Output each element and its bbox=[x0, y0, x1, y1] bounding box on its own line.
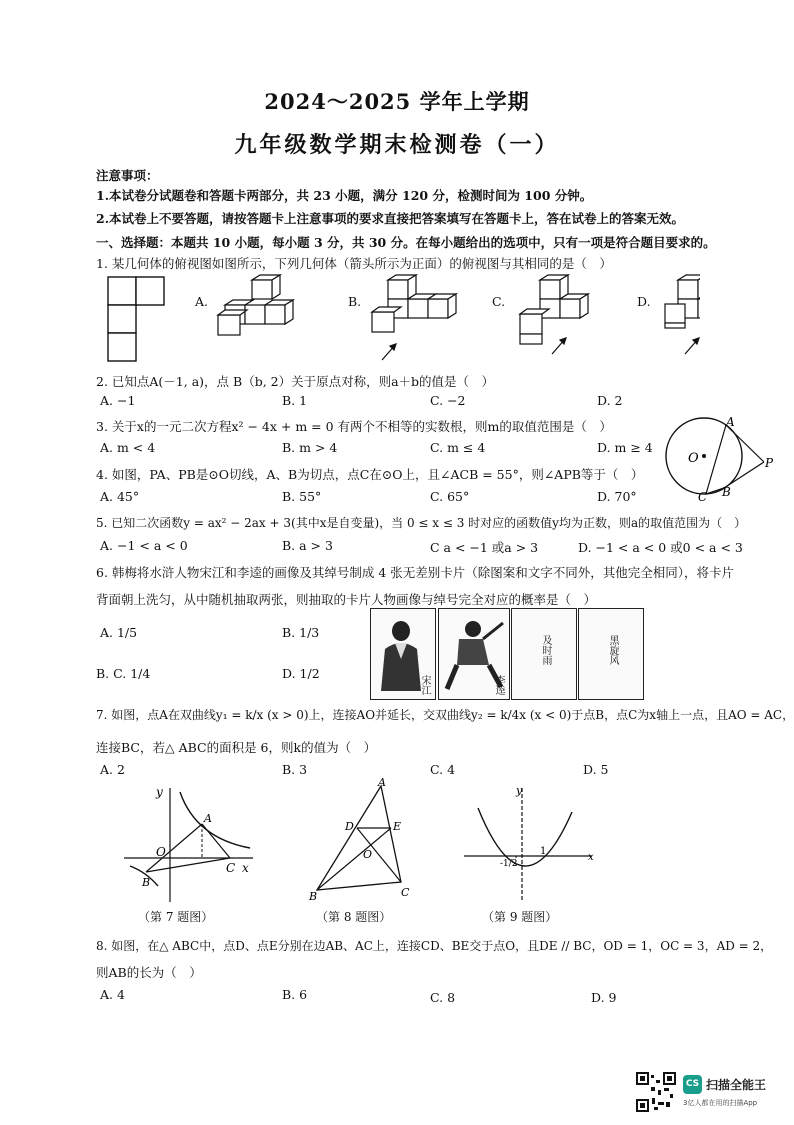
q6-option-c: B. C. 1/4 bbox=[96, 666, 151, 681]
scanner-brand: 扫描全能王 bbox=[706, 1078, 767, 1092]
fig8-label-e: E bbox=[393, 820, 402, 833]
q5-option-a: A. −1 < a < 0 bbox=[100, 538, 188, 553]
q3-option-d: D. m ≥ 4 bbox=[597, 440, 653, 455]
scanner-tagline: 3亿人都在用的扫描App bbox=[683, 1099, 758, 1107]
q8-stem-line2: 则AB的长为（ ） bbox=[96, 965, 202, 980]
card-li-kui bbox=[438, 608, 510, 700]
notice-item-2: 2.本试卷上不要答题，请按答题卡上注意事项的要求直接把答案填写在答题卡上，答在试卷上的答案无效。 bbox=[96, 211, 685, 226]
label-o: O bbox=[688, 451, 699, 466]
q7-stem-line2: 连接BC，若△ ABC的面积是 6，则k的值为（ ） bbox=[96, 740, 377, 755]
q3-stem: 3. 关于x的一元二次方程x² − 4x + m = 0 有两个不相等的实数根，则m的取值范围是（ ） bbox=[96, 419, 612, 434]
label-b: B bbox=[722, 485, 731, 499]
fig8-label-d: D bbox=[345, 820, 354, 833]
q6-option-b: B. 1/3 bbox=[282, 625, 320, 640]
q8-option-a: A. 4 bbox=[100, 987, 125, 1002]
card-name-song-jiang: 宋江 bbox=[419, 675, 430, 695]
fig8 bbox=[305, 778, 425, 906]
fig8-caption: （第 8 题图） bbox=[316, 910, 392, 924]
label-a: A bbox=[726, 415, 735, 429]
notice-item-1: 1.本试卷分试题卷和答题卡两部分，共 23 小题，满分 120 分，检测时间为 100 分钟。 bbox=[96, 188, 593, 203]
section-heading: 一、选择题：本题共 10 小题，每小题 3 分，共 30 分。在每小题给出的选项中，只有一项是符合题目要求的。 bbox=[96, 235, 716, 250]
q2-stem: 2. 已知点A(－1, a)，点 B（b, 2）关于原点对称，则a＋b的值是（ ） bbox=[96, 374, 495, 389]
q1-figures bbox=[100, 272, 700, 364]
q5-option-d: D. −1 < a < 0 或0 < a < 3 bbox=[578, 540, 743, 555]
fig9 bbox=[460, 782, 600, 906]
q1-option-c: C. bbox=[492, 294, 506, 309]
q2-option-c: C. −2 bbox=[430, 393, 466, 408]
page-title: 2024～2025 学年上学期 bbox=[264, 89, 530, 114]
fig7-label-x: x bbox=[242, 861, 249, 875]
fig9-label-x: x bbox=[588, 852, 594, 863]
fig9-label-1: 1 bbox=[540, 846, 547, 857]
card-name-li-kui: 李逵 bbox=[493, 675, 504, 695]
fig7-label-o: O bbox=[156, 845, 166, 859]
fig7-label-b: B bbox=[142, 876, 151, 889]
q4-option-a: A. 45° bbox=[100, 489, 140, 504]
fig7-caption: （第 7 题图） bbox=[138, 910, 214, 924]
q6-stem-line1: 6. 韩梅将水浒人物宋江和李逵的画像及其绰号制成 4 张无差别卡片（除图案和文字不同外，其他完全相同），将卡片 bbox=[96, 565, 735, 580]
option-a-figure bbox=[218, 275, 293, 335]
q7-option-c: C. 4 bbox=[430, 762, 456, 777]
fig7 bbox=[118, 782, 258, 906]
q6-stem-line2: 背面朝上洗匀，从中随机抽取两张，则抽取的卡片人物画像与绰号完全对应的概率是（ ） bbox=[96, 592, 597, 607]
label-p: P bbox=[765, 456, 774, 470]
q1-stem: 1. 某几何体的俯视图如图所示，下列几何体（箭头所示为正面）的俯视图与其相同的是（ ） bbox=[96, 256, 612, 271]
q2-option-a: A. −1 bbox=[100, 393, 136, 408]
q7-stem-line1: 7. 如图，点A在双曲线y₁ = k/x (x > 0)上，连接AO并延长，交双曲线y₂ = k/4x (x < 0)于点B，点C为x轴上一点，且AO = AC， bbox=[96, 708, 794, 722]
fig8-label-c: C bbox=[401, 886, 410, 899]
fig7-label-c: C bbox=[226, 861, 236, 875]
card-nickname-jishiyu: 及时雨 bbox=[540, 635, 551, 665]
q4-option-c: C. 65° bbox=[430, 489, 470, 504]
card-song-jiang bbox=[370, 608, 436, 700]
q4-option-d: D. 70° bbox=[597, 489, 637, 504]
q8-stem-line1: 8. 如图，在△ ABC中，点D、点E分别在边AB、AC上，连接CD、BE交于点O，且DE // BC，OD = 1，OC = 3，AD = 2， bbox=[96, 939, 773, 953]
label-c: C bbox=[698, 490, 708, 504]
q4-figure bbox=[660, 412, 785, 504]
fig9-caption: （第 9 题图） bbox=[482, 910, 558, 924]
camscanner-logo-icon: CS bbox=[683, 1075, 702, 1094]
q3-option-c: C. m ≤ 4 bbox=[430, 440, 486, 455]
fig9-label-half: -1/2 bbox=[500, 859, 518, 869]
q5-option-c: C a < −1 或a > 3 bbox=[430, 540, 539, 555]
q1-option-a: A. bbox=[195, 294, 209, 309]
fig7-label-a: A bbox=[204, 812, 212, 825]
option-c-figure bbox=[520, 275, 588, 354]
q6-option-a: A. 1/5 bbox=[100, 625, 138, 640]
q4-option-b: B. 55° bbox=[282, 489, 322, 504]
notice-heading: 注意事项： bbox=[96, 168, 159, 183]
fig8-label-b: B bbox=[309, 890, 318, 903]
q2-option-b: B. 1 bbox=[282, 393, 308, 408]
fig8-label-a: A bbox=[378, 778, 386, 789]
fig8-label-o: O bbox=[363, 848, 373, 861]
q1-option-d: D. bbox=[637, 294, 651, 309]
card-nickname-1 bbox=[511, 608, 577, 700]
q7-option-b: B. 3 bbox=[282, 762, 308, 777]
q8-option-c: C. 8 bbox=[430, 990, 456, 1005]
q7-option-d: D. 5 bbox=[583, 762, 609, 777]
top-view-figure bbox=[108, 277, 164, 361]
q8-option-b: B. 6 bbox=[282, 987, 308, 1002]
card-nickname-heixuanfeng: 黑旋风 bbox=[607, 635, 618, 665]
exam-subtitle: 九年级数学期末检测卷（一） bbox=[234, 132, 560, 158]
option-b-figure bbox=[372, 275, 456, 360]
q2-option-d: D. 2 bbox=[597, 393, 623, 408]
qr-code-icon bbox=[636, 1072, 676, 1112]
q3-option-b: B. m > 4 bbox=[282, 440, 338, 455]
q5-option-b: B. a > 3 bbox=[282, 538, 333, 553]
q1-option-b: B. bbox=[348, 294, 362, 309]
fig7-label-y: y bbox=[156, 785, 163, 799]
q8-option-d: D. 9 bbox=[591, 990, 617, 1005]
q3-option-a: A. m < 4 bbox=[100, 440, 156, 455]
q7-option-a: A. 2 bbox=[100, 762, 125, 777]
q5-stem: 5. 已知二次函数y = ax² − 2ax + 3(其中x是自变量)，当 0 ≤ x ≤ 3 时对应的函数值y均为正数，则a的取值范围为（ ） bbox=[96, 516, 747, 530]
option-d-figure bbox=[665, 275, 700, 354]
q6-option-d: D. 1/2 bbox=[282, 666, 320, 681]
q4-stem: 4. 如图，PA、PB是⊙O切线，A、B为切点，点C在⊙O上，且∠ACB = 55°，则∠APB等于（ ） bbox=[96, 467, 644, 482]
fig9-label-y: y bbox=[516, 784, 523, 797]
card-nickname-2 bbox=[578, 608, 644, 700]
